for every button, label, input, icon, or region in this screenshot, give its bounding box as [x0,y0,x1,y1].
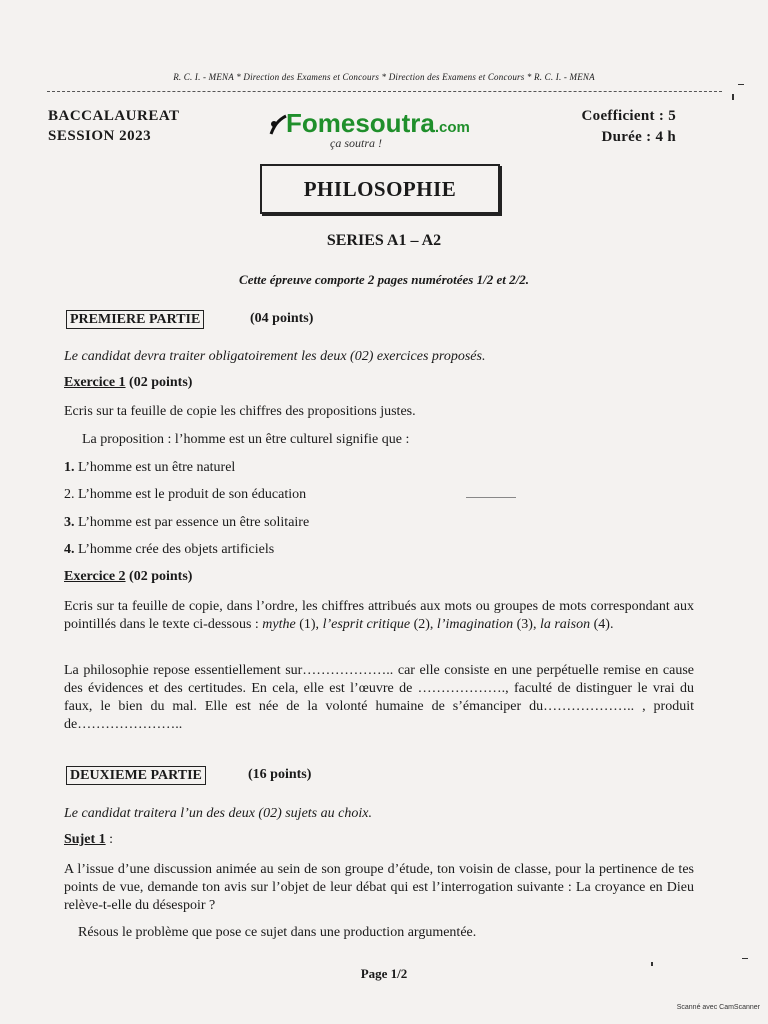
logo-name: Fomesoutra [286,108,435,138]
fomesoutra-logo [268,108,498,158]
logo-suffix: .com [434,119,470,136]
exercise2-title: Exercice 2 [64,569,126,584]
exam-meta [582,106,676,148]
part1-label: PREMIERE PARTIE [66,310,204,329]
list-item: 4. L’homme crée des objets artificiels [64,542,275,557]
scan-streak [466,497,516,498]
exam-session: SESSION 2023 [48,128,152,144]
header-divider [47,91,722,92]
coefficient: Coefficient : 5 [581,108,676,124]
page-number: Page 1/2 [360,966,408,981]
scan-speck [742,958,748,959]
exam-info [48,106,180,146]
exercise2-text: La philosophie repose essentiellement sur……………….. car elle consiste en une perpétuelle remise en cause des évidences et des certitudes. En cela, elle est l’œuvre de ………………., faculté de distinguer le vrai du faux, le bien du mal. Elle est née de la volonté humaine de s’émanciper du……………….. , produit de………………….. [64,663,694,732]
exercise1-prompt: La proposition : l’homme est un être culturel signifie que : [82,432,410,447]
series: SERIES A1 – A2 [326,232,442,249]
exercise1-heading [64,375,192,391]
part1-instruction: Le candidat devra traiter obligatoirement les deux (02) exercices proposés. [64,349,486,364]
exercise2-points: (02 points) [125,569,193,584]
subject-title: PHILOSOPHIE [260,164,500,214]
part1-points: (04 points) [250,311,314,326]
exercise2-instruction: Ecris sur ta feuille de copie, dans l’ordre, les chiffres attribués aux mots ou groupes de mots correspondant aux pointillés dans le texte ci-dessous : mythe (1), l’esprit critique (2), l’imagination (3), la raison (4). [64,599,694,632]
scan-speck [651,962,653,966]
scan-speck [732,94,734,100]
logo-swoosh-icon [268,112,288,138]
exercise1-instruction: Ecris sur ta feuille de copie les chiffres des propositions justes. [64,404,416,419]
list-item: 2. L’homme est le produit de son éducation [64,487,307,502]
sujet1-task: Résous le problème que pose ce sujet dans une production argumentée. [78,925,477,940]
list-item: 3. L’homme est par essence un être solitaire [64,515,310,530]
pages-note: Cette épreuve comporte 2 pages numérotées 1/2 et 2/2. [239,272,529,287]
logo-slogan: ça soutra ! [330,136,382,150]
exercise2-heading [64,569,192,585]
sujet1-heading [64,832,113,848]
part2-points: (16 points) [248,767,312,782]
header-ministry-line: R. C. I. - MENA * Direction des Examens et Concours * Direction des Examens et Concours * R. C. I. - MENA [173,72,595,82]
list-item: 1. L’homme est un être naturel [64,460,236,475]
exam-name: BACCALAUREAT [48,108,180,124]
sujet1-title: Sujet 1 [64,832,106,847]
part2-instruction: Le candidat traitera l’un des deux (02) sujets au choix. [64,806,372,821]
duration: Durée : 4 h [601,129,676,145]
exercise1-points: (02 points) [125,375,193,390]
scanner-watermark: Scanné avec CamScanner [676,1004,760,1011]
exercise1-title: Exercice 1 [64,375,126,390]
part2-label: DEUXIEME PARTIE [66,766,206,785]
sujet1-text: A l’issue d’une discussion animée au sein de son groupe d’étude, ton voisin de classe, pour la pertinence de tes points de vue, demande ton avis sur l’objet de leur débat qui est l’interrogation suivante : La croyance en Dieu relève-t-elle du désespoir ? [64,862,694,913]
scan-speck [738,84,744,85]
sujet1-colon: : [105,832,114,847]
